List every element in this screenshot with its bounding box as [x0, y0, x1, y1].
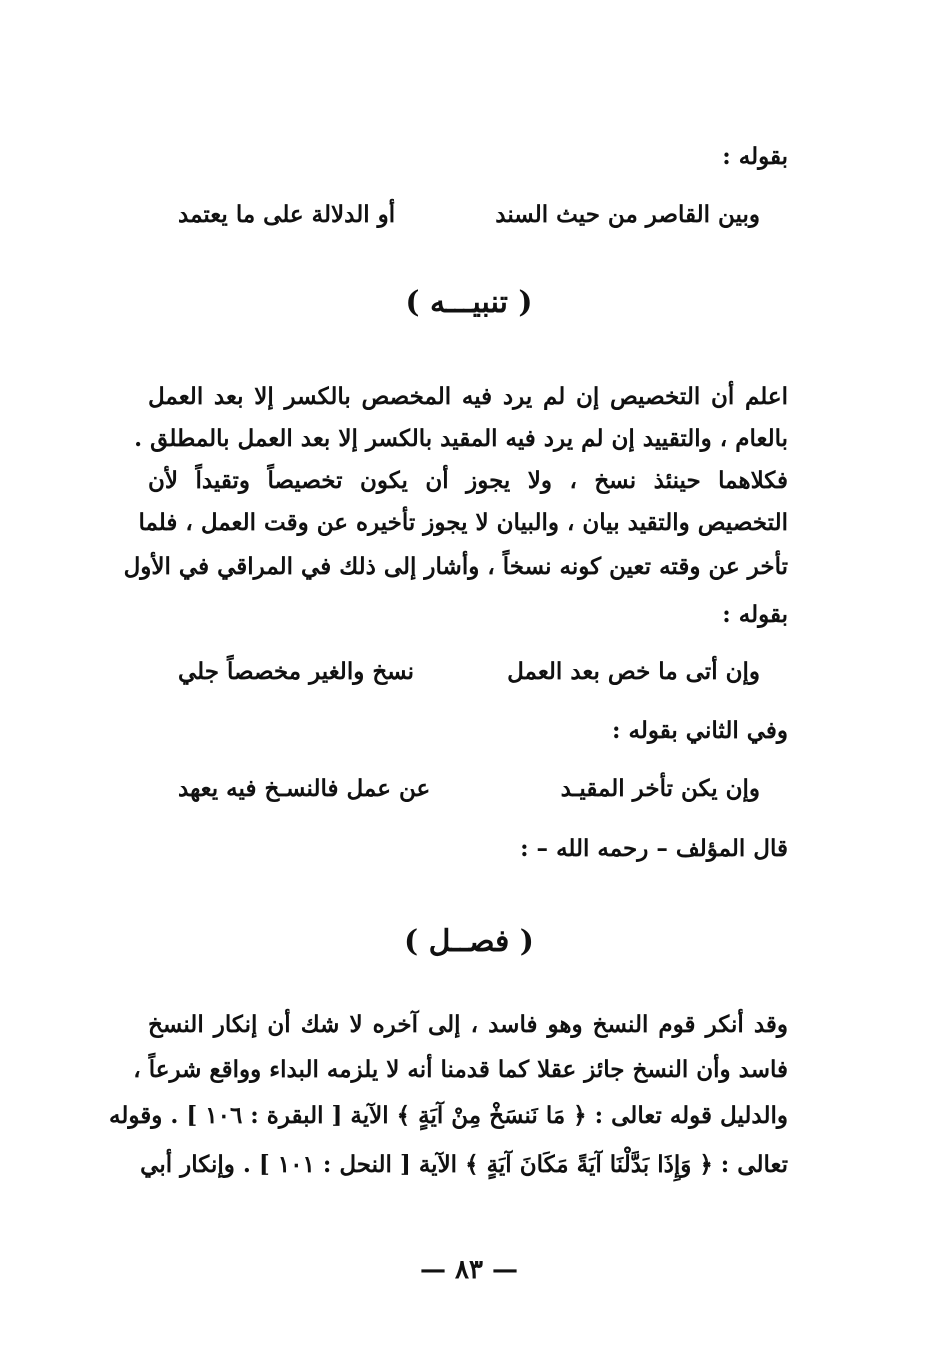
author-attribution: قال المؤلف – رحمه الله – : — [520, 835, 788, 862]
intro-text: بقوله : — [722, 143, 788, 170]
paragraph-line: تعالى : ﴿ وَإِذَا بَدَّلْنَا آيَةً مَكَانَ آيَةٍ ﴾ الآية [ النحل : ١٠١ ] . وإنكار أبي — [140, 1151, 788, 1178]
verse-left-hemistich: نسخ والغير مخصصاً جلي — [178, 658, 415, 685]
paragraph-line: وقد أنكر قوم النسخ وهو فاسد ، إلى آخره لا شك أن إنكار النسخ — [148, 1011, 788, 1038]
section-heading-tanbih: ( تنبيـــه ) — [405, 285, 533, 320]
paragraph-line: التخصيص والتقيد بيان ، والبيان لا يجوز تأخيره عن وقت العمل ، فلما — [138, 509, 788, 536]
paragraph-line: فاسد وأن النسخ جائز عقلا كما قدمنا أنه لا يلزمه البداء وواقع شرعاً ، — [133, 1056, 788, 1083]
verse-left-hemistich: أو الدلالة على ما يعتمد — [178, 201, 396, 228]
verse-right-hemistich: وبين القاصر من حيث السند — [495, 201, 760, 228]
page-number: — ٨٣ — — [419, 1255, 519, 1285]
verse-left-hemistich: عن عمل فالنسـخ فيه يعهد — [178, 775, 431, 802]
paragraph-line: اعلم أن التخصيص إن لم يرد فيه المخصص بالكسر إلا بعد العمل — [148, 383, 788, 410]
verse-right-hemistich: وإن يكن تأخر المقيـد — [560, 775, 760, 802]
verse-right-hemistich: وإن أتى ما خص بعد العمل — [507, 658, 760, 685]
section-heading-fasl: ( فصــل ) — [404, 924, 534, 959]
paragraph-line: بقوله : — [722, 601, 788, 628]
second-intro-text: وفي الثاني بقوله : — [612, 717, 788, 744]
paragraph-line: فكلاهما حينئذ نسخ ، ولا يجوز أن يكون تخصيصاً وتقيداً لأن — [148, 467, 788, 494]
paragraph-line: تأخر عن وقته تعين كونه نسخاً ، وأشار إلى ذلك في المراقي في الأول — [123, 553, 788, 580]
paragraph-line: والدليل قوله تعالى : ﴿ مَا نَنسَخْ مِنْ آيَةٍ ﴾ الآية [ البقرة : ١٠٦ ] . وقوله — [109, 1102, 788, 1129]
paragraph-line: بالعام ، والتقييد إن لم يرد فيه المقيد بالكسر إلا بعد العمل بالمطلق . — [134, 425, 788, 452]
